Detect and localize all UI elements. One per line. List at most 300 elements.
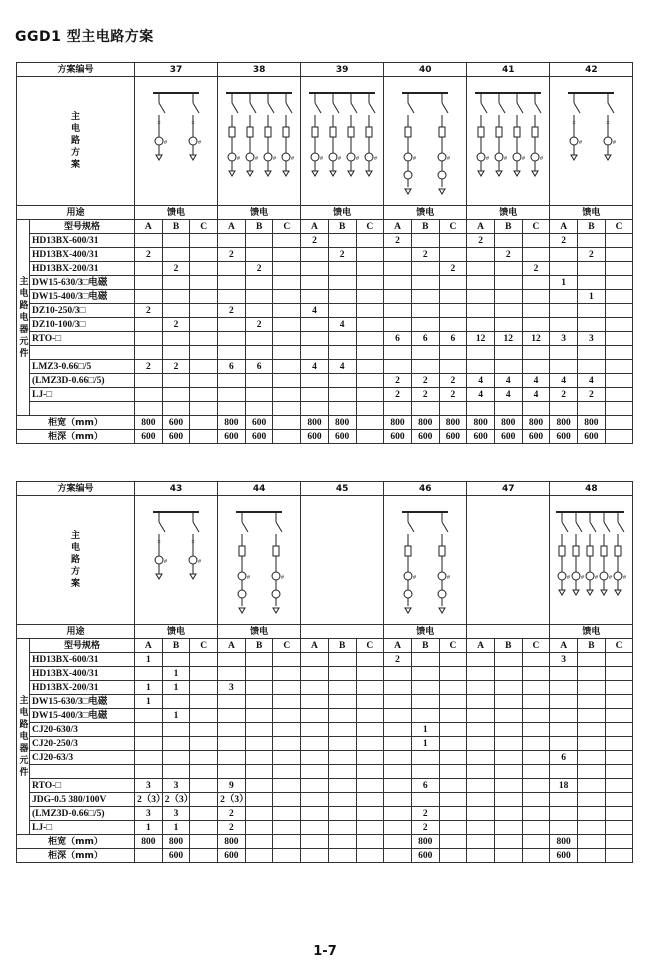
quantity-cell xyxy=(135,737,163,751)
quantity-cell xyxy=(190,709,218,723)
quantity-cell xyxy=(328,695,356,709)
cabinet-depth-value xyxy=(190,849,218,863)
quantity-cell xyxy=(494,653,522,667)
quantity-cell: 2 xyxy=(439,262,467,276)
quantity-cell xyxy=(384,346,412,360)
cabinet-depth-value xyxy=(605,430,633,444)
abc-header: B xyxy=(162,220,190,234)
quantity-cell: 4 xyxy=(467,374,495,388)
quantity-cell xyxy=(135,751,163,765)
quantity-cell xyxy=(550,807,578,821)
quantity-cell xyxy=(522,821,550,835)
quantity-cell xyxy=(384,779,412,793)
quantity-cell xyxy=(384,709,412,723)
quantity-cell xyxy=(301,681,329,695)
abc-header: C xyxy=(439,639,467,653)
quantity-cell xyxy=(522,248,550,262)
usage-value: 馈电 xyxy=(218,625,301,639)
quantity-cell: 4 xyxy=(578,374,606,388)
quantity-cell xyxy=(605,723,633,737)
abc-header: B xyxy=(494,220,522,234)
quantity-cell xyxy=(356,388,384,402)
quantity-cell: 2（3） xyxy=(135,793,163,807)
quantity-cell xyxy=(301,346,329,360)
quantity-cell xyxy=(605,737,633,751)
quantity-cell xyxy=(328,304,356,318)
quantity-cell xyxy=(245,346,273,360)
quantity-cell xyxy=(245,751,273,765)
scheme-number: 41 xyxy=(467,63,550,77)
quantity-cell: 3 xyxy=(162,807,190,821)
quantity-cell xyxy=(578,821,606,835)
quantity-cell xyxy=(356,737,384,751)
cabinet-width-value xyxy=(190,835,218,849)
quantity-cell xyxy=(522,793,550,807)
quantity-cell xyxy=(328,751,356,765)
diagram-row xyxy=(17,496,633,625)
quantity-cell: 2 xyxy=(135,360,163,374)
quantity-cell xyxy=(162,332,190,346)
quantity-cell xyxy=(439,402,467,416)
component-model xyxy=(30,346,135,360)
abc-header: C xyxy=(356,639,384,653)
quantity-cell xyxy=(273,360,301,374)
quantity-cell xyxy=(301,248,329,262)
quantity-cell xyxy=(467,346,495,360)
cabinet-depth-value: 600 xyxy=(218,430,246,444)
quantity-cell: 4 xyxy=(522,388,550,402)
cabinet-width-value: 800 xyxy=(135,835,163,849)
quantity-cell xyxy=(301,737,329,751)
quantity-cell xyxy=(245,737,273,751)
component-row xyxy=(17,388,633,402)
quantity-cell xyxy=(162,751,190,765)
main-circuit-label-text: 主电路方案 xyxy=(70,112,80,170)
quantity-cell: 2 xyxy=(162,262,190,276)
quantity-cell xyxy=(245,779,273,793)
cabinet-width-label: 柜宽（mm） xyxy=(17,416,135,430)
quantity-cell: 4 xyxy=(328,318,356,332)
quantity-cell xyxy=(605,681,633,695)
quantity-cell xyxy=(301,723,329,737)
quantity-cell xyxy=(273,248,301,262)
quantity-cell xyxy=(356,807,384,821)
abc-header: A xyxy=(301,220,329,234)
component-row xyxy=(17,360,633,374)
quantity-cell xyxy=(273,709,301,723)
quantity-cell xyxy=(605,402,633,416)
cabinet-depth-value: 600 xyxy=(439,430,467,444)
quantity-cell: 2 xyxy=(384,374,412,388)
abc-header: B xyxy=(328,639,356,653)
svg-text:#: # xyxy=(413,575,417,581)
quantity-cell xyxy=(356,695,384,709)
quantity-cell xyxy=(245,276,273,290)
cabinet-depth-row xyxy=(17,430,633,444)
component-row xyxy=(17,793,633,807)
scheme-number: 39 xyxy=(301,63,384,77)
svg-text:#: # xyxy=(291,156,295,162)
abc-header: A xyxy=(467,639,495,653)
quantity-cell: 4 xyxy=(467,388,495,402)
quantity-cell xyxy=(522,667,550,681)
cabinet-depth-value xyxy=(273,849,301,863)
quantity-cell xyxy=(384,360,412,374)
quantity-cell xyxy=(494,695,522,709)
quantity-cell xyxy=(356,709,384,723)
quantity-cell xyxy=(494,723,522,737)
quantity-cell xyxy=(467,807,495,821)
component-model: LJ-□ xyxy=(30,388,135,402)
circuit-diagram xyxy=(384,496,467,625)
cabinet-depth-value: 600 xyxy=(522,430,550,444)
svg-text:#: # xyxy=(579,140,583,146)
quantity-cell: 1 xyxy=(162,709,190,723)
quantity-cell xyxy=(245,402,273,416)
quantity-cell xyxy=(439,793,467,807)
cabinet-depth-value xyxy=(356,430,384,444)
quantity-cell xyxy=(245,793,273,807)
component-model: LMZ3-0.66□/5 xyxy=(30,360,135,374)
quantity-cell xyxy=(273,681,301,695)
quantity-cell xyxy=(301,779,329,793)
quantity-cell: 3 xyxy=(550,653,578,667)
quantity-cell xyxy=(245,374,273,388)
quantity-cell xyxy=(550,821,578,835)
quantity-cell xyxy=(384,695,412,709)
component-model: DW15-630/3□电磁 xyxy=(30,695,135,709)
abc-header: B xyxy=(578,220,606,234)
component-row xyxy=(17,765,633,779)
quantity-cell xyxy=(328,653,356,667)
circuit-diagram xyxy=(301,496,384,625)
quantity-cell xyxy=(328,807,356,821)
abc-header: C xyxy=(522,639,550,653)
quantity-cell: 1 xyxy=(162,821,190,835)
svg-text:#: # xyxy=(273,156,277,162)
quantity-cell xyxy=(439,681,467,695)
quantity-cell xyxy=(162,723,190,737)
quantity-cell xyxy=(605,667,633,681)
quantity-cell xyxy=(467,360,495,374)
quantity-cell xyxy=(467,779,495,793)
quantity-cell xyxy=(273,346,301,360)
svg-text:#: # xyxy=(413,156,417,162)
usage-value: 馈电 xyxy=(384,206,467,220)
main-circuit-label xyxy=(17,496,135,625)
model-label: 型号规格 xyxy=(30,639,135,653)
quantity-cell xyxy=(522,304,550,318)
quantity-cell xyxy=(467,248,495,262)
cabinet-width-value xyxy=(356,416,384,430)
quantity-cell xyxy=(605,779,633,793)
quantity-cell xyxy=(578,304,606,318)
quantity-cell xyxy=(605,276,633,290)
quantity-cell: 2 xyxy=(411,388,439,402)
cabinet-width-value: 600 xyxy=(162,416,190,430)
quantity-cell xyxy=(245,234,273,248)
quantity-cell xyxy=(162,290,190,304)
quantity-cell xyxy=(384,723,412,737)
quantity-cell xyxy=(218,723,246,737)
quantity-cell xyxy=(218,709,246,723)
quantity-cell xyxy=(411,653,439,667)
quantity-cell: 2（3） xyxy=(218,793,246,807)
quantity-cell xyxy=(356,276,384,290)
scheme-number: 48 xyxy=(550,482,633,496)
quantity-cell xyxy=(411,402,439,416)
quantity-cell xyxy=(190,402,218,416)
quantity-cell: 3 xyxy=(578,332,606,346)
cabinet-width-value xyxy=(273,416,301,430)
svg-text:#: # xyxy=(338,156,342,162)
component-model: DZ10-100/3□ xyxy=(30,318,135,332)
quantity-cell xyxy=(439,346,467,360)
quantity-cell xyxy=(467,737,495,751)
component-row xyxy=(17,681,633,695)
circuit-diagram xyxy=(467,496,550,625)
quantity-cell xyxy=(605,821,633,835)
component-model: JDG-0.5 380/100V xyxy=(30,793,135,807)
abc-header: A xyxy=(301,639,329,653)
component-model: CJ20-630/3 xyxy=(30,723,135,737)
quantity-cell xyxy=(190,793,218,807)
quantity-cell xyxy=(245,821,273,835)
quantity-cell xyxy=(522,737,550,751)
quantity-cell: 2 xyxy=(550,234,578,248)
usage-value: 馈电 xyxy=(550,625,633,639)
quantity-cell xyxy=(356,374,384,388)
quantity-cell xyxy=(605,709,633,723)
quantity-cell: 2 xyxy=(411,821,439,835)
quantity-cell xyxy=(356,751,384,765)
quantity-cell xyxy=(494,793,522,807)
quantity-cell xyxy=(522,695,550,709)
quantity-cell xyxy=(578,276,606,290)
circuit-diagram xyxy=(135,77,218,206)
quantity-cell xyxy=(245,653,273,667)
quantity-cell xyxy=(467,723,495,737)
quantity-cell xyxy=(190,779,218,793)
quantity-cell xyxy=(467,262,495,276)
quantity-cell xyxy=(467,276,495,290)
svg-text:#: # xyxy=(567,575,571,581)
quantity-cell xyxy=(522,807,550,821)
quantity-cell xyxy=(578,793,606,807)
quantity-cell xyxy=(467,318,495,332)
quantity-cell: 2 xyxy=(218,821,246,835)
usage-value: 馈电 xyxy=(135,625,218,639)
quantity-cell xyxy=(135,709,163,723)
quantity-cell xyxy=(273,821,301,835)
component-row xyxy=(17,402,633,416)
quantity-cell xyxy=(356,248,384,262)
circuit-diagram xyxy=(301,77,384,206)
quantity-cell xyxy=(245,248,273,262)
quantity-cell xyxy=(550,402,578,416)
quantity-cell xyxy=(439,709,467,723)
quantity-cell xyxy=(190,737,218,751)
svg-text:#: # xyxy=(356,156,360,162)
cabinet-width-value xyxy=(190,416,218,430)
circuit-diagram xyxy=(218,77,301,206)
quantity-cell xyxy=(135,374,163,388)
cabinet-width-value: 800 xyxy=(467,416,495,430)
quantity-cell xyxy=(550,695,578,709)
cabinet-depth-value xyxy=(190,430,218,444)
quantity-cell xyxy=(356,360,384,374)
svg-text:#: # xyxy=(247,575,251,581)
quantity-cell xyxy=(328,737,356,751)
component-row xyxy=(17,332,633,346)
cabinet-width-value xyxy=(439,835,467,849)
quantity-cell: 2 xyxy=(411,374,439,388)
abc-header: B xyxy=(411,639,439,653)
component-row xyxy=(17,751,633,765)
cabinet-depth-value: 600 xyxy=(245,430,273,444)
quantity-cell xyxy=(467,821,495,835)
quantity-cell xyxy=(356,653,384,667)
cabinet-width-value: 800 xyxy=(550,416,578,430)
quantity-cell xyxy=(494,681,522,695)
quantity-cell: 2 xyxy=(494,248,522,262)
svg-text:#: # xyxy=(164,559,168,565)
quantity-cell xyxy=(550,248,578,262)
quantity-cell: 1 xyxy=(550,276,578,290)
quantity-cell xyxy=(384,402,412,416)
quantity-cell xyxy=(411,667,439,681)
quantity-cell xyxy=(605,374,633,388)
quantity-cell xyxy=(411,360,439,374)
quantity-cell: 2 xyxy=(411,248,439,262)
cabinet-depth-value xyxy=(578,849,606,863)
quantity-cell xyxy=(578,765,606,779)
quantity-cell xyxy=(135,276,163,290)
quantity-cell xyxy=(494,360,522,374)
usage-value: 馈电 xyxy=(384,625,467,639)
quantity-cell xyxy=(245,765,273,779)
component-model: DW15-400/3□电磁 xyxy=(30,290,135,304)
quantity-cell xyxy=(467,681,495,695)
quantity-cell xyxy=(522,751,550,765)
component-row xyxy=(17,709,633,723)
quantity-cell: 12 xyxy=(522,332,550,346)
quantity-cell xyxy=(550,765,578,779)
quantity-cell xyxy=(467,667,495,681)
quantity-cell xyxy=(605,653,633,667)
abc-header: A xyxy=(384,639,412,653)
quantity-cell: 3 xyxy=(135,807,163,821)
quantity-cell: 2 xyxy=(218,304,246,318)
quantity-cell xyxy=(494,807,522,821)
components-label xyxy=(17,220,30,416)
quantity-cell xyxy=(439,653,467,667)
abc-header: C xyxy=(605,639,633,653)
quantity-cell xyxy=(494,765,522,779)
quantity-cell xyxy=(162,653,190,667)
quantity-cell: 2 xyxy=(218,248,246,262)
quantity-cell: 2 xyxy=(245,262,273,276)
quantity-cell: 2 xyxy=(384,388,412,402)
quantity-cell: 2 xyxy=(135,248,163,262)
quantity-cell xyxy=(162,346,190,360)
quantity-cell xyxy=(550,681,578,695)
quantity-cell xyxy=(439,751,467,765)
quantity-cell xyxy=(494,779,522,793)
quantity-cell xyxy=(218,388,246,402)
cabinet-width-row xyxy=(17,835,633,849)
quantity-cell xyxy=(135,723,163,737)
abc-header: A xyxy=(550,639,578,653)
component-model: RTO-□ xyxy=(30,779,135,793)
quantity-cell xyxy=(328,667,356,681)
abc-header: C xyxy=(190,639,218,653)
cabinet-width-value xyxy=(467,835,495,849)
quantity-cell: 3 xyxy=(135,779,163,793)
quantity-cell xyxy=(578,751,606,765)
quantity-cell: 3 xyxy=(162,779,190,793)
quantity-cell xyxy=(356,793,384,807)
quantity-cell xyxy=(384,751,412,765)
component-row xyxy=(17,653,633,667)
cabinet-width-value xyxy=(605,416,633,430)
circuit-diagram xyxy=(384,77,467,206)
quantity-cell: 2 xyxy=(550,388,578,402)
quantity-cell xyxy=(245,388,273,402)
quantity-cell xyxy=(494,667,522,681)
quantity-cell xyxy=(550,262,578,276)
svg-text:#: # xyxy=(237,156,241,162)
quantity-cell xyxy=(494,234,522,248)
cabinet-depth-value: 600 xyxy=(411,849,439,863)
component-row xyxy=(17,276,633,290)
quantity-cell xyxy=(522,234,550,248)
quantity-cell xyxy=(301,374,329,388)
abc-header: A xyxy=(218,220,246,234)
quantity-cell xyxy=(467,653,495,667)
abc-header: A xyxy=(550,220,578,234)
cabinet-depth-value: 600 xyxy=(384,430,412,444)
quantity-cell xyxy=(605,290,633,304)
quantity-cell xyxy=(218,737,246,751)
circuit-diagram xyxy=(550,77,633,206)
svg-text:#: # xyxy=(609,575,613,581)
quantity-cell xyxy=(356,779,384,793)
cabinet-depth-value: 600 xyxy=(218,849,246,863)
main-circuit-label xyxy=(17,77,135,206)
quantity-cell xyxy=(301,807,329,821)
cabinet-depth-value xyxy=(439,849,467,863)
abc-header: C xyxy=(522,220,550,234)
quantity-cell: 1 xyxy=(578,290,606,304)
quantity-cell xyxy=(190,681,218,695)
quantity-cell xyxy=(273,667,301,681)
quantity-cell xyxy=(162,248,190,262)
quantity-cell xyxy=(384,667,412,681)
quantity-cell xyxy=(522,402,550,416)
svg-text:#: # xyxy=(447,156,451,162)
cabinet-width-value xyxy=(384,835,412,849)
quantity-cell: 4 xyxy=(494,388,522,402)
quantity-cell xyxy=(522,653,550,667)
cabinet-depth-value: 600 xyxy=(162,430,190,444)
usage-value: 馈电 xyxy=(301,206,384,220)
svg-text:#: # xyxy=(540,156,544,162)
quantity-cell xyxy=(494,346,522,360)
quantity-cell: 2 xyxy=(162,318,190,332)
quantity-cell: 6 xyxy=(411,779,439,793)
quantity-cell xyxy=(218,374,246,388)
